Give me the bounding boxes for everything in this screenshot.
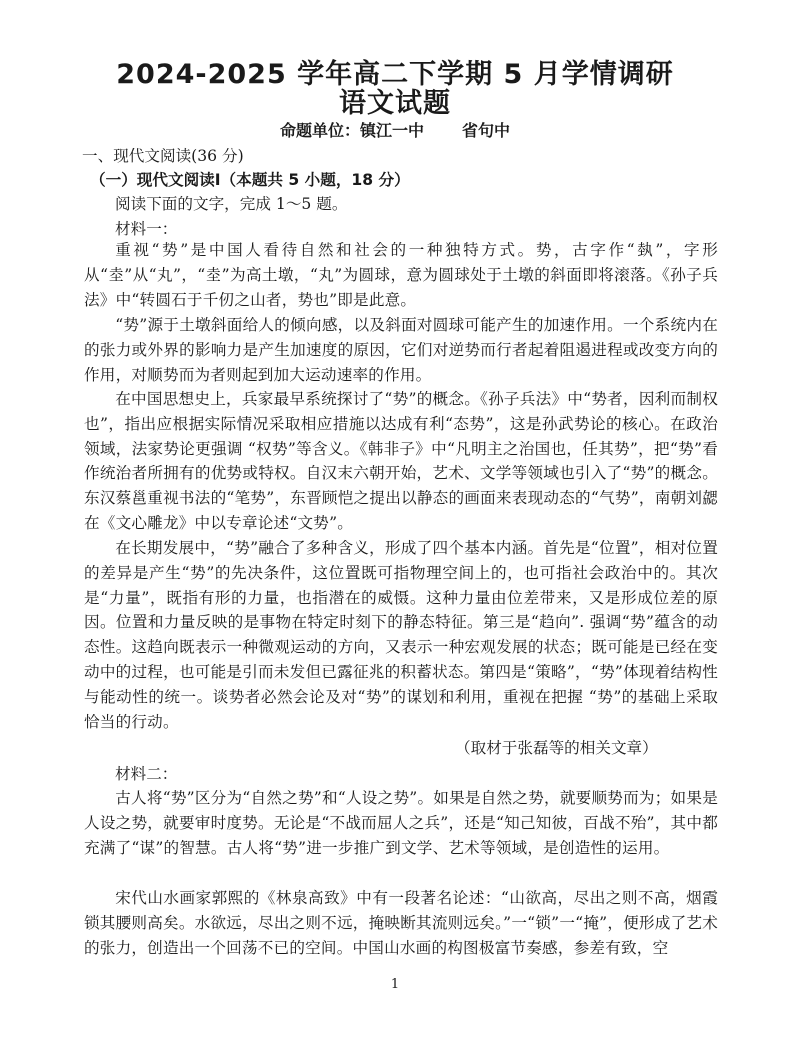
material-1-paragraph-4: 在长期发展中，“势”融合了多种含义，形成了四个基本内涵。首先是“位置”，相对位置的差异是产生“势”的先决条件，这位置既可指物理空间上的，也可指社会政治中的。其次是“力量”，既指有形的力量，也指潜在的威慑。这种力量由位差带来，又是形成位差的原因。位置和力量反映的是事物在特定时刻下的静态特征。第三是“趋向”. 强调“势”蕴含的动态性。这趋向既表示一种微观运动的方向，又表示一种宏观发展的状态；既可能是已经在变动中的过程，也可能是引而未发但已露征兆的积蓄状态。第四是“策略”，“势”体现着结构性与能动性的统一。谈势者必然会论及对“势”的谋划和利用，重视在把握 “势”的基础上采取恰当的行动。 — [84, 539, 718, 731]
instruction-text: 阅读下面的文字，完成 1～5 题。 — [115, 195, 348, 213]
material-1-paragraph-3: 在中国思想史上，兵家最早系统探讨了“势”的概念。《孙子兵法》中“势者，因利而制权也”，指出应根据实际情况采取相应措施以达成有利“态势”，这是孙武势论的核心。在政治领域，法家势论更强调 “权势”等含义。《韩非子》中“凡明主之治国也，任其势”，把“势”看作统治者所拥有的优势或特权。自汉末六朝开始，艺术、文学等领域也引入了“势”的概念。东汉蔡邕重视书法的“笔势”，东晋顾恺之提出以静态的画面来表现动态的“气势”，南朝刘勰在《文心雕龙》中以专章论述“文势”。 — [84, 390, 718, 532]
setter-unit-2: 省句中 — [462, 121, 511, 140]
material-1-label: 材料一： — [115, 220, 178, 238]
material-1-paragraph-1: 重视“势”是中国人看待自然和社会的一种独特方式。势，古字作“埶”，字形从“坴”从“丸”，“坴”为高土墩，“丸”为圆球，意为圆球处于土墩的斜面即将滚落。《孙子兵法》中“转圆石于千仞之山者，势也”即是此意。 — [84, 241, 718, 309]
subsection-heading: （一）现代文阅读Ⅰ（本题共 5 小题，18 分） — [90, 171, 410, 189]
material-2-label: 材料二： — [115, 765, 178, 783]
material-1-paragraph-2: “势”源于土墩斜面给人的倾向感，以及斜面对圆球可能产生的加速作用。一个系统内在的张力或外界的影响力是产生加速度的原因，它们对逆势而行者起着阻遏进程或改变方向的作用，对顺势而为者则起到加大运动速率的作用。 — [84, 316, 718, 384]
setter-units — [0, 121, 790, 141]
material-1-source: （取材于张磊等的相关文章） — [455, 739, 658, 757]
exam-title: 2024-2025 学年高二下学期 5 月学情调研 — [116, 59, 674, 90]
exam-subject-title: 语文试题 — [339, 88, 451, 119]
section-heading: 一、现代文阅读(36 分) — [82, 147, 244, 165]
page-number: 1 — [390, 977, 400, 992]
setter-unit-1: 命题单位：镇江一中 — [279, 121, 424, 140]
material-2-paragraph-2: 宋代山水画家郭熙的《林泉高致》中有一段著名论述：“山欲高，尽出之则不高，烟霞锁其腰则高矣。水欲远，尽出之则不远，掩映断其流则远矣。”一“锁”一“掩”，便形成了艺术的张力，创造出一个回荡不已的空间。中国山水画的构图极富节奏感，参差有致，空 — [84, 889, 718, 957]
material-2-paragraph-1: 古人将“势”区分为“自然之势”和“人设之势”。如果是自然之势，就要顺势而为；如果是人设之势，就要审时度势。无论是“不战而屈人之兵”，还是“知己知彼，百战不殆”，其中都充满了“谋”的智慧。古人将“势”进一步推广到文学、艺术等领域，是创造性的运用。 — [84, 789, 718, 857]
